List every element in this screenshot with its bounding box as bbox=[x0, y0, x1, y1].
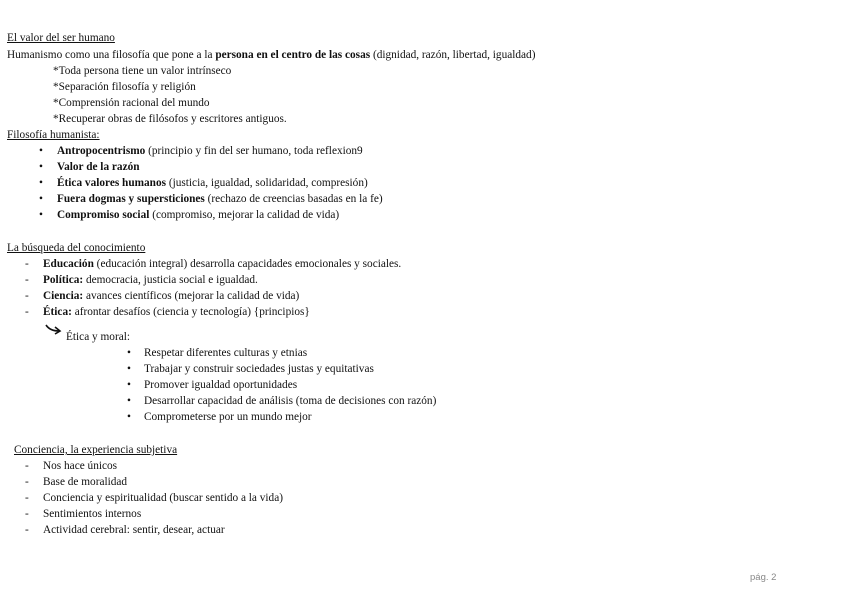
item-bold: Ética valores humanos bbox=[57, 177, 167, 189]
item-text: Base de moralidad bbox=[43, 476, 128, 488]
bullet-item bbox=[36, 176, 368, 190]
item-text: (principio y fin del ser humano, toda reflexion9 bbox=[145, 145, 363, 157]
item-bold: Compromiso social bbox=[57, 209, 150, 221]
item-bold: Valor de la razón bbox=[57, 161, 140, 173]
item-text: Respetar diferentes culturas y etnias bbox=[144, 347, 308, 359]
sub-bullet-item bbox=[124, 362, 374, 376]
list-item: *Recuperar obras de filósofos y escritores antiguos. bbox=[53, 113, 287, 125]
item-text: Trabajar y construir sociedades justas y equitativas bbox=[144, 363, 374, 375]
item-text: democracia, justicia social e igualdad. bbox=[83, 274, 258, 286]
item-bold: Política: bbox=[43, 274, 84, 286]
section-title-conciencia: Conciencia, la experiencia subjetiva bbox=[14, 444, 178, 456]
intro-paragraph bbox=[7, 48, 535, 62]
intro-text: Humanismo como una filosofía que pone a la bbox=[7, 49, 216, 61]
dash-item bbox=[25, 507, 142, 521]
bullet-glyph: • bbox=[127, 347, 131, 359]
item-text: avances científicos (mejorar la calidad de vida) bbox=[83, 290, 300, 302]
dash-item bbox=[25, 289, 300, 303]
dash-item bbox=[25, 257, 402, 271]
item-text: Promover igualdad oportunidades bbox=[144, 379, 298, 391]
section-title-filosofia: Filosofía humanista: bbox=[7, 129, 100, 141]
sub-bullet-item bbox=[124, 410, 312, 424]
section-title-valor: El valor del ser humano bbox=[7, 32, 115, 44]
sub-bullet-item bbox=[124, 378, 297, 392]
dash-item bbox=[25, 305, 310, 319]
bullet-glyph: • bbox=[127, 363, 131, 375]
sub-title-etica: Ética y moral: bbox=[66, 331, 130, 343]
bullet-glyph: • bbox=[127, 379, 131, 391]
section-title-conocimiento: La búsqueda del conocimiento bbox=[7, 242, 146, 254]
bullet-glyph: • bbox=[39, 145, 43, 157]
item-text: Desarrollar capacidad de análisis (toma de decisiones con razón) bbox=[144, 395, 437, 407]
item-text: Conciencia y espiritualidad (buscar sentido a la vida) bbox=[43, 492, 283, 504]
list-item: *Toda persona tiene un valor intrínseco bbox=[53, 65, 232, 77]
list-item: *Comprensión racional del mundo bbox=[53, 97, 210, 109]
list-item: *Separación filosofía y religión bbox=[53, 81, 196, 93]
item-bold: Ética: bbox=[43, 306, 72, 318]
dash-item bbox=[25, 475, 128, 489]
dash-glyph: - bbox=[25, 476, 29, 488]
sub-bullet-item bbox=[124, 346, 307, 360]
bullet-item bbox=[36, 144, 363, 158]
intro-bold: persona en el centro de las cosas bbox=[215, 49, 371, 61]
bullet-glyph: • bbox=[39, 161, 43, 173]
dash-item bbox=[25, 459, 118, 473]
bullet-glyph: • bbox=[39, 177, 43, 189]
bullet-glyph: • bbox=[127, 395, 131, 407]
bullet-glyph: • bbox=[127, 411, 131, 423]
dash-glyph: - bbox=[25, 492, 29, 504]
item-bold: Ciencia: bbox=[43, 290, 84, 302]
bullet-glyph: • bbox=[39, 193, 43, 205]
dash-glyph: - bbox=[25, 524, 29, 536]
item-text: Nos hace únicos bbox=[43, 460, 118, 472]
dash-glyph: - bbox=[25, 306, 29, 318]
item-text: (rechazo de creencias basadas en la fe) bbox=[204, 193, 383, 205]
item-text: Comprometerse por un mundo mejor bbox=[144, 411, 312, 423]
item-text: (educación integral) desarrolla capacidades emocionales y sociales. bbox=[93, 258, 402, 270]
dash-glyph: - bbox=[25, 460, 29, 472]
item-bold: Fuera dogmas y supersticiones bbox=[57, 193, 205, 205]
item-text: Actividad cerebral: sentir, desear, actuar bbox=[43, 524, 225, 536]
dash-item bbox=[25, 523, 225, 537]
item-text: (justicia, igualdad, solidaridad, compresión) bbox=[166, 177, 368, 189]
intro-text-end: (dignidad, razón, libertad, igualdad) bbox=[370, 49, 536, 61]
dash-item bbox=[25, 491, 283, 505]
item-text: (compromiso, mejorar la calidad de vida) bbox=[149, 209, 340, 221]
item-bold: Educación bbox=[43, 258, 94, 270]
bullet-glyph: • bbox=[39, 209, 43, 221]
dash-glyph: - bbox=[25, 258, 29, 270]
item-text: afrontar desafíos (ciencia y tecnología) {principios} bbox=[71, 306, 310, 318]
curved-arrow-icon bbox=[44, 322, 64, 338]
dash-glyph: - bbox=[25, 274, 29, 286]
bullet-item bbox=[36, 160, 140, 174]
bullet-item bbox=[36, 208, 339, 222]
dash-glyph: - bbox=[25, 508, 29, 520]
item-bold: Antropocentrismo bbox=[57, 145, 146, 157]
dash-glyph: - bbox=[25, 290, 29, 302]
item-text: Sentimientos internos bbox=[43, 508, 142, 520]
dash-item bbox=[25, 273, 258, 287]
bullet-item bbox=[36, 192, 383, 206]
sub-bullet-item bbox=[124, 394, 436, 408]
page-number: pág. 2 bbox=[750, 572, 777, 583]
